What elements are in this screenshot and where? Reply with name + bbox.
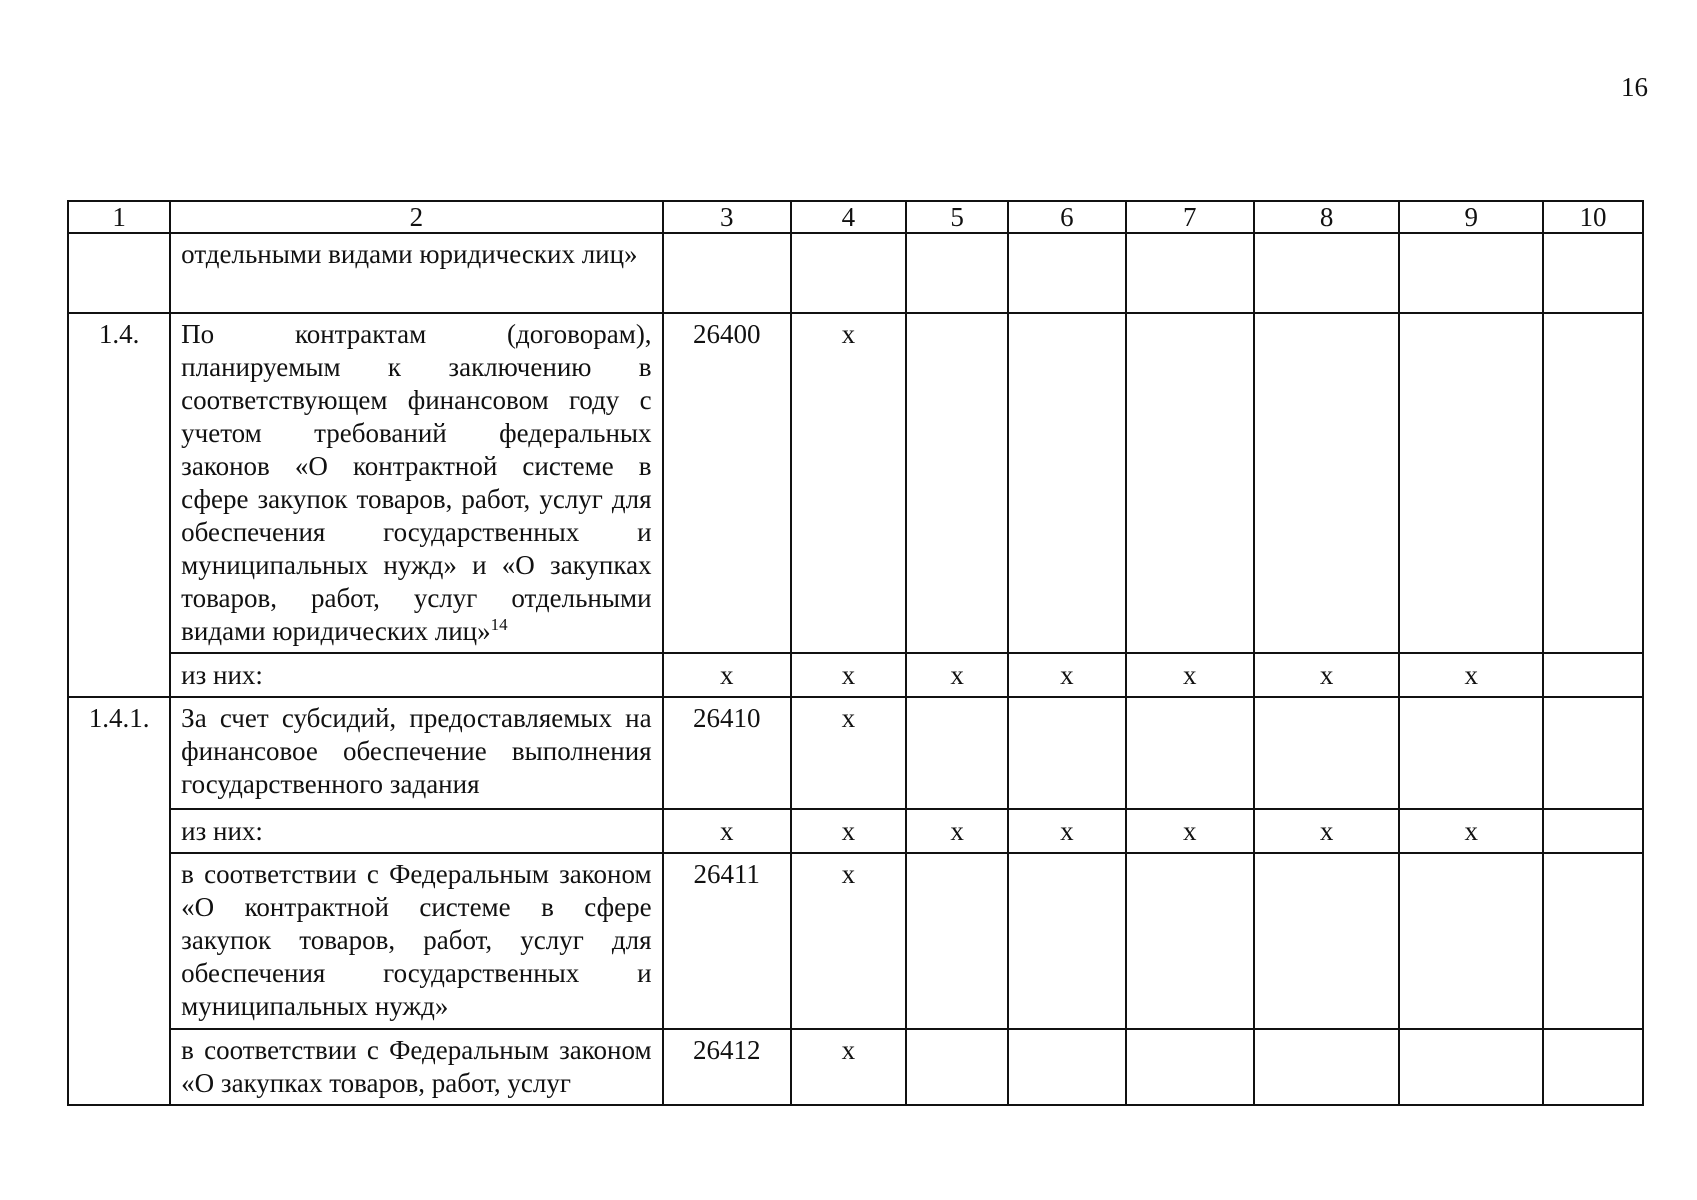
table-header-row <box>68 201 1643 233</box>
row-code-cell: 26412 <box>663 1029 791 1105</box>
row-cell-col7 <box>1126 233 1254 313</box>
row-description-cell <box>170 233 662 313</box>
header-cell: 9 <box>1399 201 1542 233</box>
row-code-cell: х <box>663 809 791 853</box>
row-code-cell: 26400 <box>663 313 791 653</box>
row-cell-col8 <box>1254 697 1400 809</box>
row-cell-col10 <box>1543 233 1643 313</box>
row-cell-col6 <box>1008 1029 1125 1105</box>
row-cell-col4: х <box>791 853 906 1029</box>
header-cell: 1 <box>68 201 170 233</box>
header-cell: 2 <box>170 201 662 233</box>
row-cell-col5: х <box>906 653 1008 697</box>
header-cell: 4 <box>791 201 906 233</box>
row-description-text: За счет субсидий, предоставляемых на финансовое обеспечение выполнения государственного задания <box>181 703 652 799</box>
row-cell-col10 <box>1543 809 1643 853</box>
row-cell-col7 <box>1126 853 1254 1029</box>
row-cell-col8 <box>1254 853 1400 1029</box>
table-row <box>68 653 1643 697</box>
row-cell-col6: х <box>1008 809 1125 853</box>
row-cell-col10 <box>1543 697 1643 809</box>
row-description-cell <box>170 809 662 853</box>
row-cell-col6 <box>1008 313 1125 653</box>
row-cell-col10 <box>1543 653 1643 697</box>
row-number-cell: 1.4.1. <box>68 697 170 1105</box>
row-cell-col6: х <box>1008 653 1125 697</box>
row-cell-col10 <box>1543 313 1643 653</box>
row-cell-col9 <box>1399 233 1542 313</box>
row-code-cell: 26411 <box>663 853 791 1029</box>
row-cell-col4: х <box>791 809 906 853</box>
table-row <box>68 1029 1643 1105</box>
row-cell-col9 <box>1399 697 1542 809</box>
row-cell-col5: х <box>906 809 1008 853</box>
table-row <box>68 697 1643 809</box>
row-cell-col6 <box>1008 697 1125 809</box>
row-description-text: По контрактам (договорам), планируемым к заключению в соответствующем финансовом году с учетом требований федеральных законов «О контрактной системе в сфере закупок товаров, работ, услуг для обеспечения государственных и муниципальных нужд» и «О закупках товаров, работ, услуг отдельными видами юридических лиц» <box>181 319 652 646</box>
row-cell-col4: х <box>791 697 906 809</box>
row-cell-col10 <box>1543 853 1643 1029</box>
table-row <box>68 233 1643 313</box>
row-description-text: из них: <box>181 659 263 690</box>
row-cell-col4: х <box>791 653 906 697</box>
footnote-marker: 14 <box>490 615 508 634</box>
row-cell-col8: х <box>1254 653 1400 697</box>
row-cell-col7: х <box>1126 809 1254 853</box>
row-cell-col9: х <box>1399 653 1542 697</box>
row-description-cell <box>170 697 662 809</box>
row-cell-col4 <box>791 233 906 313</box>
row-number-cell <box>68 233 170 313</box>
row-cell-col7 <box>1126 697 1254 809</box>
row-cell-col6 <box>1008 853 1125 1029</box>
row-cell-col10 <box>1543 1029 1643 1105</box>
header-cell: 5 <box>906 201 1008 233</box>
table-row <box>68 853 1643 1029</box>
row-description-text: отдельными видами юридических лиц» <box>181 239 638 269</box>
row-code-cell: 26410 <box>663 697 791 809</box>
row-cell-col9 <box>1399 313 1542 653</box>
page-number: 16 <box>1621 72 1648 102</box>
header-cell: 3 <box>663 201 791 233</box>
header-cell: 6 <box>1008 201 1125 233</box>
header-cell: 10 <box>1543 201 1643 233</box>
row-cell-col5 <box>906 233 1008 313</box>
row-cell-col5 <box>906 697 1008 809</box>
row-description-cell <box>170 653 662 697</box>
header-cell: 7 <box>1126 201 1254 233</box>
row-cell-col5 <box>906 1029 1008 1105</box>
row-number-cell: 1.4. <box>68 313 170 697</box>
row-description-cell <box>170 1029 662 1105</box>
row-cell-col4: х <box>791 1029 906 1105</box>
row-cell-col5 <box>906 313 1008 653</box>
row-cell-col9 <box>1399 1029 1542 1105</box>
row-cell-col7 <box>1126 313 1254 653</box>
row-cell-col7: х <box>1126 653 1254 697</box>
row-cell-col8 <box>1254 233 1400 313</box>
row-cell-col4: х <box>791 313 906 653</box>
row-description-cell <box>170 313 662 653</box>
row-description-text: в соответствии с Федеральным законом «О закупках товаров, работ, услуг <box>181 1035 652 1098</box>
report-table <box>67 200 1644 1106</box>
table-row <box>68 809 1643 853</box>
row-cell-col8 <box>1254 313 1400 653</box>
row-cell-col8 <box>1254 1029 1400 1105</box>
row-cell-col6 <box>1008 233 1125 313</box>
row-cell-col9 <box>1399 853 1542 1029</box>
row-code-cell <box>663 233 791 313</box>
row-code-cell: х <box>663 653 791 697</box>
row-description-text: в соответствии с Федеральным законом «О контрактной системе в сфере закупок товаров, работ, услуг для обеспечения государственных и муниципальных нужд» <box>181 859 652 1021</box>
row-description-text: из них: <box>181 815 263 846</box>
table-row <box>68 313 1643 653</box>
row-description-cell <box>170 853 662 1029</box>
header-cell: 8 <box>1254 201 1400 233</box>
row-cell-col8: х <box>1254 809 1400 853</box>
row-cell-col5 <box>906 853 1008 1029</box>
row-cell-col9: х <box>1399 809 1542 853</box>
row-cell-col7 <box>1126 1029 1254 1105</box>
